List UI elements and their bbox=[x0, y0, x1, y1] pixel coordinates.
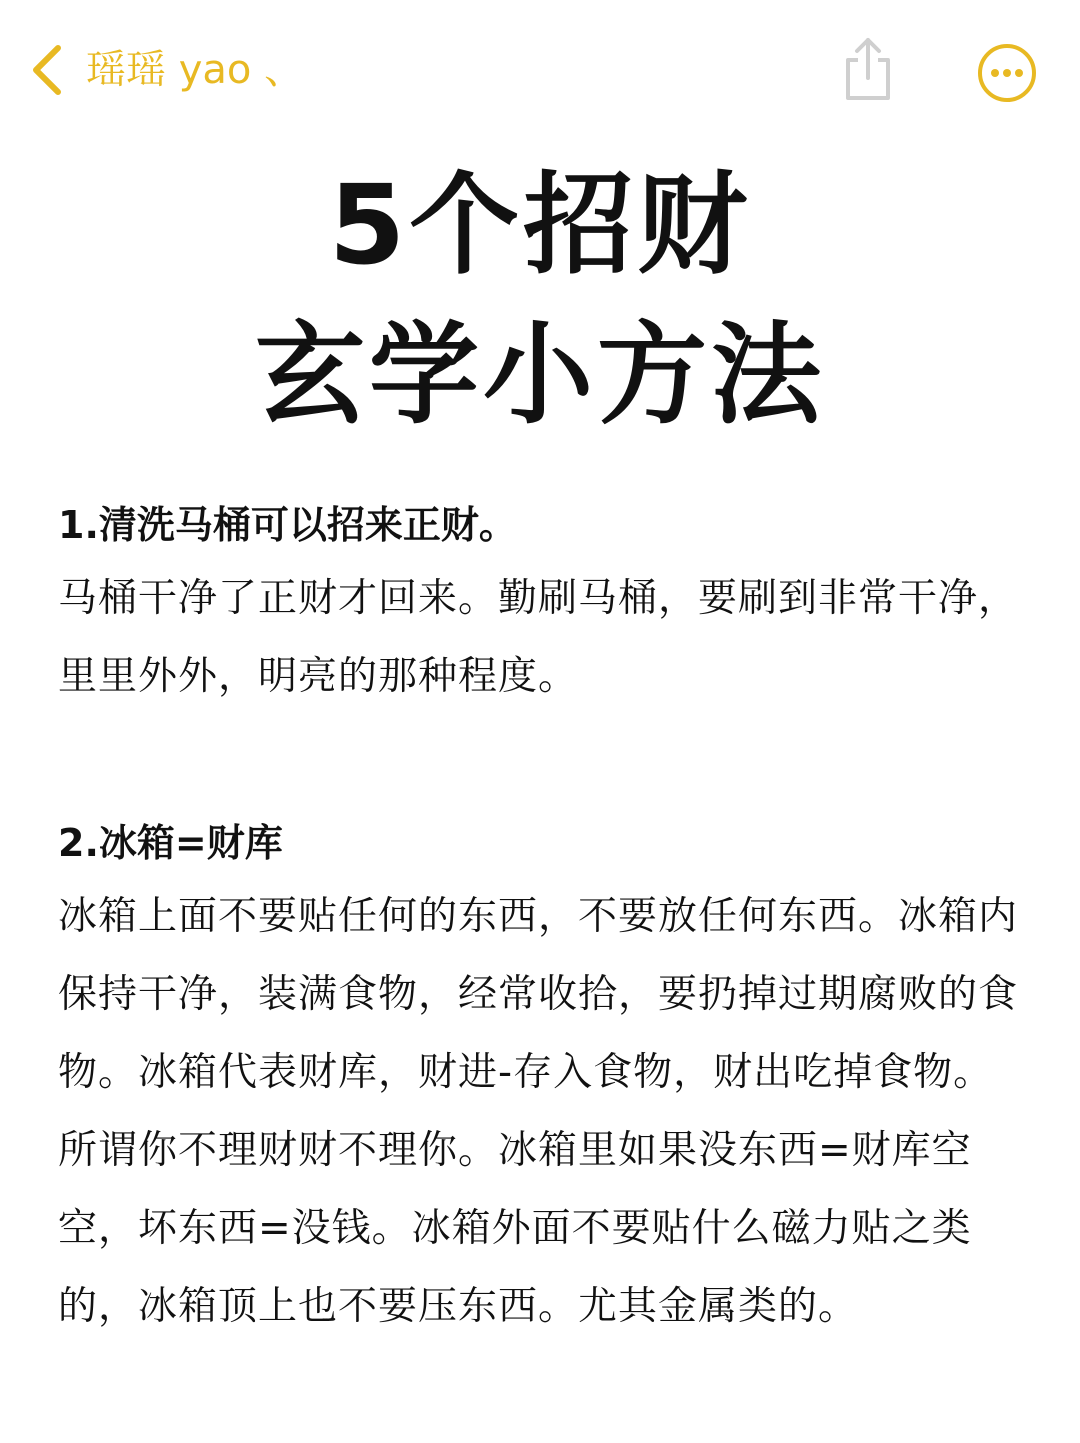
navigation-bar bbox=[0, 0, 1080, 140]
section-heading: 2.冰箱=财库 bbox=[58, 821, 283, 865]
more-icon bbox=[976, 89, 1038, 108]
share-icon bbox=[838, 89, 898, 108]
share-button[interactable] bbox=[838, 34, 898, 104]
chevron-left-icon bbox=[28, 40, 64, 100]
more-button[interactable] bbox=[976, 42, 1038, 104]
back-button[interactable] bbox=[28, 38, 304, 102]
title-line-1: 5个招财 bbox=[328, 161, 752, 289]
author-name: 瑶瑶 yao 、 bbox=[86, 47, 305, 93]
section-2 bbox=[58, 808, 1028, 1346]
note-title bbox=[0, 150, 1080, 450]
section-heading: 1.清洗马桶可以招来正财。 bbox=[58, 503, 517, 547]
section-1 bbox=[58, 490, 1028, 716]
section-body: 马桶干净了正财才回来。勤刷马桶，要刷到非常干净，里里外外，明亮的那种程度。 bbox=[58, 576, 1019, 699]
section-body: 冰箱上面不要贴任何的东西，不要放任何东西。冰箱内保持干净，装满食物，经常收拾，要扔掉过期腐败的食物。冰箱代表财库，财进-存入食物，财出吃掉食物。所谓你不理财财不理你。冰箱里如果没东西=财库空空，坏东西=没钱。冰箱外面不要贴什么磁力贴之类的，冰箱顶上也不要压东西。尤其金属类的。 bbox=[58, 894, 1019, 1329]
note-content bbox=[58, 490, 1028, 1346]
title-line-2: 玄学小方法 bbox=[255, 311, 825, 439]
